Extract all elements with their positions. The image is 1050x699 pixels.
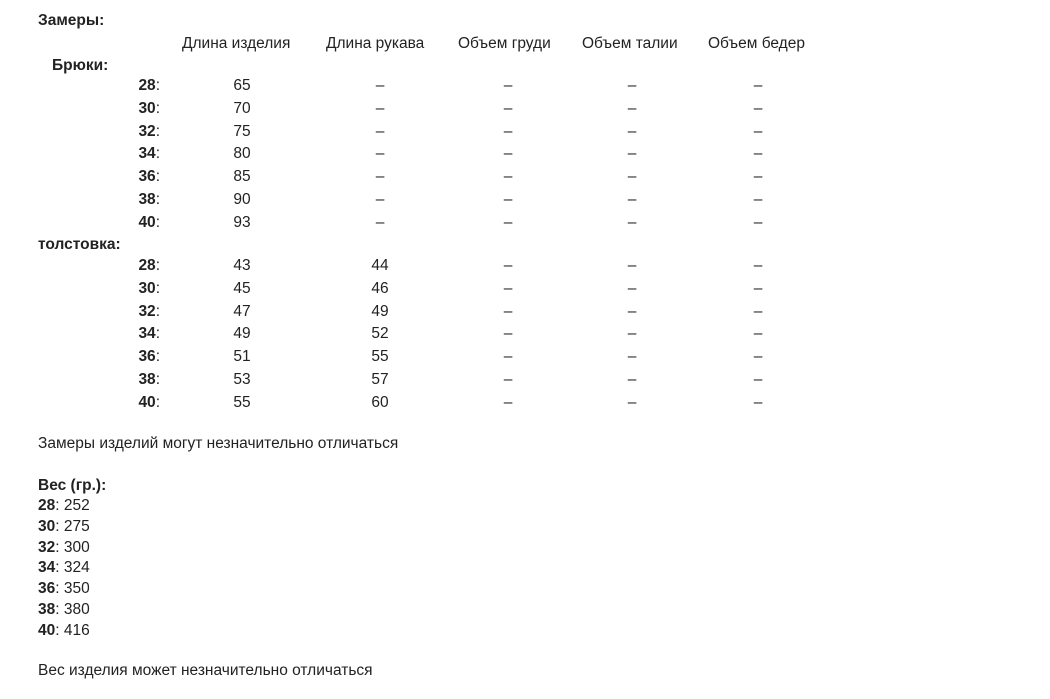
value-chest: – (503, 122, 513, 140)
size-suffix: : (155, 371, 160, 388)
weight-value: : 275 (55, 517, 90, 535)
size-label (110, 213, 160, 233)
value-hips: – (753, 302, 763, 320)
value-waist: – (627, 122, 637, 140)
value-waist: – (627, 302, 637, 320)
weight-size: 40 (38, 621, 56, 639)
size-label (110, 167, 160, 187)
value-sleeve: 46 (371, 279, 389, 297)
value-sleeve: – (375, 145, 385, 163)
size-label (110, 370, 160, 390)
weight-size: 30 (38, 517, 56, 535)
column-header-chest: Объем груди (458, 35, 551, 52)
value-waist: – (627, 77, 637, 94)
value-length: 85 (233, 168, 251, 186)
size-suffix: : (155, 122, 160, 140)
size-suffix: : (155, 99, 160, 117)
size-suffix: : (155, 393, 160, 411)
size-suffix: : (155, 145, 160, 163)
group-label-hoodie: толстовка: (38, 236, 121, 253)
value-chest: – (503, 99, 513, 117)
weight-size: 28 (38, 497, 56, 514)
value-length: 70 (233, 99, 251, 117)
size-label (110, 324, 160, 344)
value-hips: – (753, 348, 763, 366)
value-waist: – (627, 213, 637, 231)
value-hips: – (753, 77, 763, 94)
weight-value: : 252 (55, 497, 90, 514)
group-label-pants: Брюки: (52, 57, 109, 74)
value-chest: – (503, 348, 513, 366)
column-header-waist: Объем талии (582, 35, 678, 52)
value-sleeve: – (375, 99, 385, 117)
size-number: 34 (138, 145, 156, 163)
value-chest: – (503, 371, 513, 388)
size-suffix: : (155, 279, 160, 297)
value-length: 49 (233, 325, 251, 343)
value-hips: – (753, 122, 763, 140)
size-label (110, 279, 160, 299)
value-length: 80 (233, 145, 251, 163)
value-waist: – (627, 257, 637, 274)
size-label (110, 393, 160, 413)
value-length: 55 (233, 393, 251, 411)
value-hips: – (753, 279, 763, 297)
value-sleeve: – (375, 191, 385, 208)
weight-note: Вес изделия может незначительно отличаться (38, 662, 373, 679)
value-hips: – (753, 393, 763, 411)
weight-item (38, 538, 90, 558)
size-label (110, 302, 160, 322)
value-waist: – (627, 168, 637, 186)
value-sleeve: 44 (371, 257, 389, 274)
value-chest: – (503, 257, 513, 274)
size-number: 32 (138, 122, 156, 140)
value-hips: – (753, 145, 763, 163)
value-length: 90 (233, 191, 251, 208)
value-length: 45 (233, 279, 251, 297)
value-sleeve: 57 (371, 371, 389, 388)
weight-size: 32 (38, 538, 56, 556)
value-chest: – (503, 302, 513, 320)
weight-item (38, 600, 90, 620)
weight-value: : 350 (55, 580, 90, 598)
size-number: 32 (138, 302, 156, 320)
size-number: 38 (138, 371, 156, 388)
size-number: 30 (138, 279, 156, 297)
value-chest: – (503, 191, 513, 208)
value-hips: – (753, 168, 763, 186)
size-suffix: : (155, 302, 160, 320)
weight-size: 38 (38, 601, 56, 618)
weight-size: 34 (38, 559, 56, 577)
column-header-length: Длина изделия (182, 35, 291, 52)
value-waist: – (627, 145, 637, 163)
value-hips: – (753, 213, 763, 231)
weight-title: Вес (гр.): (38, 477, 107, 494)
size-label (110, 190, 160, 210)
value-sleeve: 49 (371, 302, 389, 320)
value-length: 93 (233, 213, 251, 231)
weight-value: : 380 (55, 601, 90, 618)
weight-value: : 300 (55, 538, 90, 556)
value-chest: – (503, 279, 513, 297)
value-hips: – (753, 325, 763, 343)
size-suffix: : (155, 325, 160, 343)
value-waist: – (627, 371, 637, 388)
size-number: 36 (138, 168, 156, 186)
value-sleeve: 52 (371, 325, 389, 343)
weight-item (38, 558, 90, 578)
column-header-sleeve: Длина рукава (326, 35, 425, 52)
size-label (110, 144, 160, 164)
size-label (110, 347, 160, 367)
size-number: 30 (138, 99, 156, 117)
size-label (110, 256, 160, 276)
value-chest: – (503, 213, 513, 231)
value-waist: – (627, 279, 637, 297)
weight-item (38, 517, 90, 537)
measurements-note: Замеры изделий могут незначительно отличаться (38, 435, 399, 452)
value-chest: – (503, 77, 513, 94)
value-chest: – (503, 393, 513, 411)
value-waist: – (627, 99, 637, 117)
value-waist: – (627, 191, 637, 208)
size-number: 40 (138, 393, 156, 411)
value-length: 65 (233, 77, 251, 94)
value-length: 43 (233, 257, 251, 274)
value-waist: – (627, 348, 637, 366)
size-suffix: : (155, 168, 160, 186)
value-chest: – (503, 325, 513, 343)
measurements-title: Замеры: (38, 12, 105, 29)
value-waist: – (627, 393, 637, 411)
value-hips: – (753, 191, 763, 208)
value-length: 51 (233, 348, 251, 366)
size-suffix: : (155, 348, 160, 366)
value-sleeve: – (375, 122, 385, 140)
size-suffix: : (155, 191, 160, 208)
weight-value: : 416 (55, 621, 90, 639)
value-chest: – (503, 168, 513, 186)
size-label (110, 122, 160, 142)
size-number: 38 (138, 191, 156, 208)
value-length: 47 (233, 302, 251, 320)
size-label (110, 99, 160, 119)
size-label (110, 76, 160, 96)
value-sleeve: – (375, 77, 385, 94)
value-sleeve: – (375, 213, 385, 231)
value-chest: – (503, 145, 513, 163)
size-number: 28 (138, 257, 156, 274)
value-hips: – (753, 371, 763, 388)
value-sleeve: 55 (371, 348, 389, 366)
weight-item (38, 496, 90, 516)
value-length: 53 (233, 371, 251, 388)
size-number: 28 (138, 77, 156, 94)
weight-item (38, 579, 90, 599)
value-hips: – (753, 99, 763, 117)
column-header-hips: Объем бедер (708, 35, 805, 52)
weight-value: : 324 (55, 559, 90, 577)
value-hips: – (753, 257, 763, 274)
size-suffix: : (155, 257, 160, 274)
size-suffix: : (155, 213, 160, 231)
size-number: 40 (138, 213, 156, 231)
weight-item (38, 621, 90, 641)
size-number: 34 (138, 325, 156, 343)
value-waist: – (627, 325, 637, 343)
weight-size: 36 (38, 580, 56, 598)
value-sleeve: – (375, 168, 385, 186)
size-number: 36 (138, 348, 156, 366)
value-sleeve: 60 (371, 393, 389, 411)
value-length: 75 (233, 122, 251, 140)
size-suffix: : (155, 77, 160, 94)
